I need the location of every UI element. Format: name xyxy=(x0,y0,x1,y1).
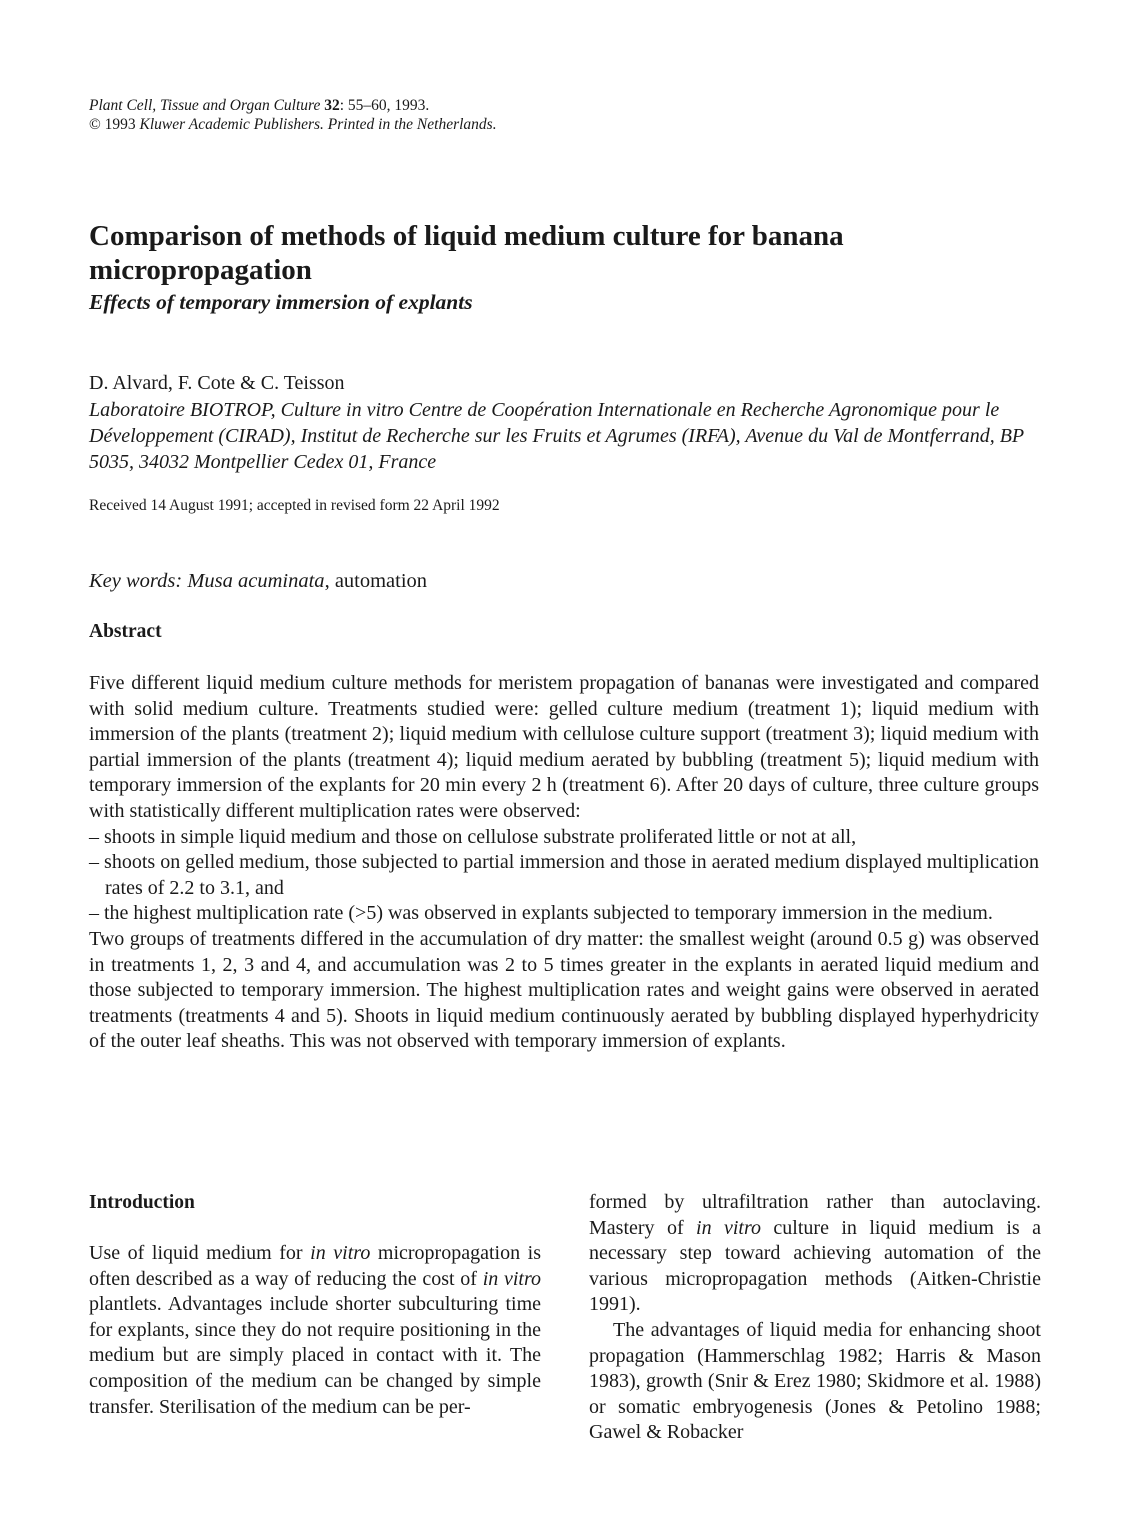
abstract-bullet-1: – shoots in simple liquid medium and those on cellulose substrate proliferated little or not at all, xyxy=(89,825,857,848)
intro-italic: in vitro xyxy=(482,1267,541,1290)
abstract-bullet-3: – the highest multiplication rate (>5) was observed in explants subjected to temporary immersion in the medium. xyxy=(89,902,993,925)
keyword-rest: , automation xyxy=(324,570,428,592)
intro-text: Use of liquid medium for xyxy=(89,1242,311,1264)
intro-text: culture in liquid medium is a necessary step toward achieving automation of the various micropropagation methods (Aitken-Christie 1991). xyxy=(589,1216,1041,1316)
abstract-heading: Abstract xyxy=(89,621,162,642)
abstract-body xyxy=(89,671,1039,1055)
intro-paragraph-1 xyxy=(89,1241,541,1420)
intro-italic: in vitro xyxy=(310,1242,371,1264)
journal-line-2 xyxy=(89,115,497,134)
intro-italic: in vitro xyxy=(696,1216,762,1239)
intro-paragraph-1-continued xyxy=(589,1190,1041,1318)
abstract-bullet-2: – shoots on gelled medium, those subjected to partial immersion and those in aerated medium displayed multiplication rates of 2.2 to 3.1, and xyxy=(89,851,1039,899)
journal-volume: 32 xyxy=(324,97,340,114)
keywords-label: Key words: xyxy=(89,570,183,592)
journal-pages: : 55–60, 1993. xyxy=(339,97,430,114)
introduction-left-column xyxy=(89,1241,541,1420)
intro-paragraph-2: The advantages of liquid media for enhancing shoot propagation (Hammerschlag 1982; Harris & Mason 1983), growth (Snir & Erez 1980; Skidmore et al. 1988) or somatic embryogenesis (Jones & Petolino 1988; Gawel & Robacker xyxy=(589,1318,1041,1444)
paper-subtitle: Effects of temporary immersion of explants xyxy=(89,290,473,314)
keyword-species: Musa acuminata xyxy=(187,570,325,592)
abstract-paragraph-2: Two groups of treatments differed in the accumulation of dry matter: the smallest weight (around 0.5 g) was observed in treatments 1, 2, 3 and 4, and accumulation was 2 to 5 times greater in the explants in aerated liquid medium and those subjected to temporary immersion. The highest multiplication rates and weight gains were observed in aerated treatments (treatments 4 and 5). Shoots in liquid medium continuously aerated by bubbling displayed hyperhydricity of the outer leaf sheaths. This was not observed with temporary immersion of explants. xyxy=(89,927,1039,1053)
affiliation: Laboratoire BIOTROP, Culture in vitro Centre de Coopération Internationale en Recherche Agronomique pour le Développement (CIRAD), Institut de Recherche sur les Fruits et Agrumes (IRFA), Avenue du Val de Montferrand, BP 5035, 34032 Montpellier Cedex 01, France xyxy=(89,399,1024,473)
journal-citation xyxy=(89,96,497,134)
publisher: Kluwer Academic Publishers. Printed in the Netherlands. xyxy=(139,116,497,133)
authors: D. Alvard, F. Cote & C. Teisson xyxy=(89,372,345,394)
paper-title: Comparison of methods of liquid medium culture for banana micropropagation xyxy=(89,220,844,286)
journal-name: Plant Cell, Tissue and Organ Culture xyxy=(89,97,321,114)
introduction-heading: Introduction xyxy=(89,1192,195,1213)
copyright: © 1993 xyxy=(89,116,136,133)
received-dates: Received 14 August 1991; accepted in revised form 22 April 1992 xyxy=(89,497,500,514)
intro-text: plantlets. Advantages include shorter subculturing time for explants, since they do not require positioning in the medium but are simply placed in contact with it. The composition of the medium can be changed by simple transfer. Sterilisation of the medium can be per- xyxy=(89,1293,541,1418)
intro-text: micropropagation is often described as a way of reducing the cost of xyxy=(89,1242,541,1290)
abstract-paragraph-1: Five different liquid medium culture methods for meristem propagation of bananas were investigated and compared with solid medium culture. Treatments studied were: gelled culture medium (treatment 1); liquid medium with immersion of the plants (treatment 2); liquid medium with cellulose culture support (treatment 3); liquid medium with partial immersion of the plants (treatment 4); liquid medium aerated by bubbling (treatment 5); liquid medium with temporary immersion of the explants for 20 min every 2 h (treatment 6). After 20 days of culture, three culture groups with statistically different multiplication rates were observed: xyxy=(89,672,1039,822)
journal-line-1 xyxy=(89,96,497,115)
keywords xyxy=(89,570,427,593)
introduction-right-column xyxy=(589,1190,1041,1446)
intro-text: formed by ultrafiltration rather than autoclaving. Mastery of xyxy=(589,1191,1041,1239)
